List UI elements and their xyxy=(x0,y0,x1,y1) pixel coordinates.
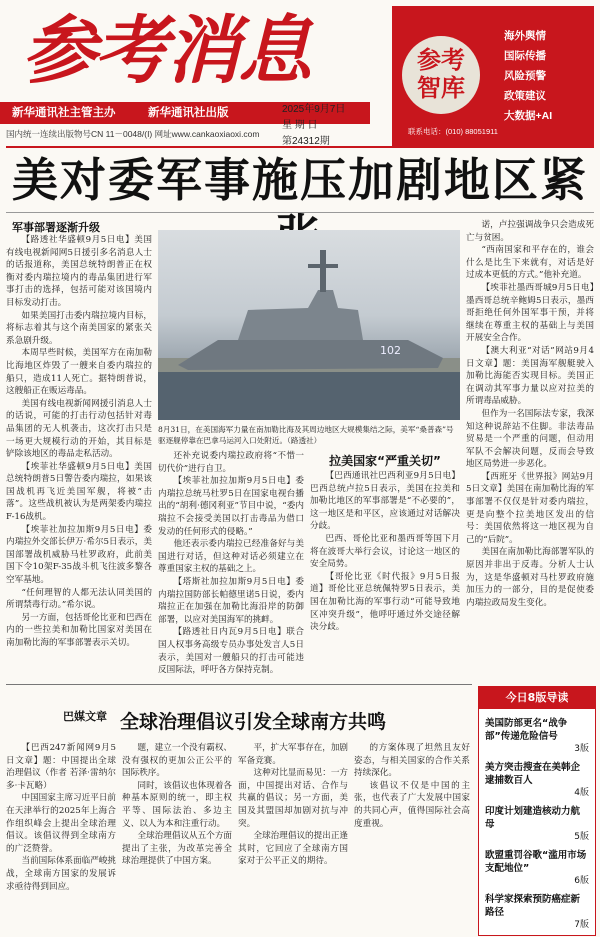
article-subhead: 拉美国家“严重关切” xyxy=(329,454,441,468)
paragraph: 平，扩大军事存在，加剧军备竞赛。 xyxy=(238,743,348,766)
warship-illustration xyxy=(158,230,460,420)
ship-yard xyxy=(308,264,338,268)
water xyxy=(158,370,460,420)
guide-item-title: 美方突击搜查在美韩企逮捕数百人 xyxy=(485,762,581,786)
paragraph: 【路透社日内瓦9月5日电】联合国人权事务高级专员办事处发言人5日表示，美国对一艘船只的打击可能违反国际法，呼吁各方保持克制。 xyxy=(158,627,304,676)
bottom-kicker: 巴媒文章 xyxy=(63,710,107,723)
ship-mast xyxy=(320,250,326,292)
masthead-divider xyxy=(6,146,594,148)
guide-item[interactable] xyxy=(485,893,589,932)
guide-item-title: 美国防部更名“战争部”传递危险信号 xyxy=(485,718,568,742)
paragraph: 诺，卢拉强调战争只会造成死亡与贫困。 xyxy=(466,220,594,243)
paragraph: 中国国家主席习近平日前在天津举行的2025年上海合作组织峰会上提出全球治理倡议。该倡议得到全球南方的广泛赞誉。 xyxy=(6,793,116,854)
section-divider xyxy=(6,684,472,685)
guide-item[interactable] xyxy=(485,849,589,888)
paragraph: 题，建立一个没有霸权、没有强权的更加公正公平的国际秩序。 xyxy=(122,743,232,779)
headline-divider xyxy=(6,212,594,213)
date-block xyxy=(282,102,354,152)
ad-service-item: 海外舆情 xyxy=(504,30,546,42)
paragraph: 【澳大利亚“对话”网站9月4日文章】题：美国海军舰艇驶入加勒比海能否实现目标。美国正在调动其军事力量以应对拉美的所谓毒品威胁。 xyxy=(466,345,594,407)
ad-phone: 联系电话：(010) 88051911 xyxy=(408,127,498,136)
paragraph: 【埃菲社墨西哥城9月5日电】墨西哥总统辛鲍姆5日表示，墨西哥拒绝任何外国军事干预，并将继续在尊重主权的基础上与美国开展安全合作。 xyxy=(466,282,594,344)
main-headline: 美对委军事施压加剧地区紧 xyxy=(12,153,588,207)
paragraph: 【塔斯社加拉加斯9月5日电】委内瑞拉国防部长帕德里诺5日说，委内瑞拉正在加强在加勒比海沿岸的防御部署，以应对美国海军的挑衅。 xyxy=(158,576,304,625)
sponsor-right: 新华通讯社出版 xyxy=(148,107,229,119)
bottom-column-1 xyxy=(6,742,116,932)
guide-item-page: 3版 xyxy=(574,744,589,754)
paragraph: 美国有线电视新闻网援引消息人士的话说，可能的打击行动包括针对毒品集团的无人机袭击，这次打击只是一场更大规模行动的开始，其目标是铲除该地区的毒品走私活动。 xyxy=(6,398,152,460)
ad-service-item: 国际传播 xyxy=(504,50,546,62)
paragraph: 【巴西247新闻网9月5日文章】题：中国提出全球治理倡议（作者 若泽·雷纳尔多·卡瓦略） xyxy=(6,743,116,791)
bottom-headline: 全球治理倡议引发全球南方共鸣 xyxy=(120,711,387,733)
todays-guide xyxy=(478,686,596,936)
sponsor-left: 新华通讯社主管主办 xyxy=(12,107,116,119)
ad-service-item: 政策建议 xyxy=(504,90,546,102)
paragraph: “任何理智的人都无法认同美国的所谓禁毒行动。”希尔说。 xyxy=(6,587,152,611)
ad-service-item: 风险预警 xyxy=(504,70,546,82)
paragraph: 另一方面，包括哥伦比亚和巴西在内的一些拉美和加勒比国家对美国在南加勒比海的军事部署表示关切。 xyxy=(6,612,152,648)
article-column-2 xyxy=(158,450,304,680)
guide-item[interactable] xyxy=(485,717,589,756)
issue-number: 第24312期 xyxy=(282,136,330,147)
article-column-4 xyxy=(466,219,594,680)
newspaper-logo: 参考消息 xyxy=(22,8,310,94)
paragraph: 的方案体现了坦然且友好姿态，与相关国家的合作关系持续深化。 xyxy=(354,743,470,779)
paragraph: 全球治理倡议的提出正逢其时，它回应了全球南方国家对于公平正义的期待。 xyxy=(238,831,348,867)
guide-item-title: 印度计划建造核动力航母 xyxy=(485,806,581,830)
paragraph: 【巴西通讯社巴西利亚9月5日电】巴西总统卢拉5日表示，美国在拉美和加勒比地区的军事部署是“不必要的”，这一地区是和平区，应该通过对话解决分歧。 xyxy=(310,471,460,532)
paragraph: 美国在南加勒比海部署军队的原因并非出于反毒。分析人士认为，这是华盛顿对马杜罗政府施加压力的一部分，目的是促使委内瑞拉政局发生变化。 xyxy=(466,547,594,608)
ad-title: 参考智库 xyxy=(417,46,465,102)
issue-weekday: 星 期 日 xyxy=(282,120,318,131)
ad-service-item: 大数据+AI xyxy=(504,110,553,122)
paragraph: 【西班牙《世界报》网站9月5日文章】美国在南加勒比海的军事部署不仅仅是针对委内瑞拉，更是向整个拉美地区发出的信号：美国依然将这一地区视为自己的“后院”。 xyxy=(466,471,594,545)
paragraph: 【埃菲社加拉加斯9月5日电】委内瑞拉外交部长伊万·希尔5日表示，美国部署战机威胁马杜罗政府，此前美国下令10架F-35战斗机飞往波多黎各空军基地。 xyxy=(6,524,152,586)
guide-item-page: 7版 xyxy=(574,920,589,930)
paragraph: 本周早些时候，美国军方在南加勒比海地区炸毁了一艘来自委内瑞拉的船只，造成11人死亡。据特朗普说，这艘船正在贩运毒品。 xyxy=(6,348,152,397)
paragraph: 【哥伦比亚《时代报》9月5日报道】哥伦比亚总统佩特罗5日表示，美国在加勒比海的军事行动“可能导致地区冲突升级”，他呼吁通过外交途径解决分歧。 xyxy=(310,571,460,633)
guide-item[interactable] xyxy=(485,761,589,800)
bottom-column-3 xyxy=(238,742,348,932)
publication-info: 国内统一连续出版物号CN 11－0048/(I) 网址www.cankaoxiaoxi.com xyxy=(6,129,260,139)
ad-service-list xyxy=(504,26,590,126)
paragraph: “西南国家和平存在的，谁会什么是比生下来就有，对话是好过成本更低的方式。”他补充道。 xyxy=(466,245,594,281)
paragraph: 【路透社华盛顿9月5日电】美国有线电视新闻网5日援引多名消息人士的话报道称，美国总统特朗普正在权衡对委内瑞拉境内的毒品集团进行军事打击的选择，包括可能对该国境内目标发动打击。 xyxy=(6,235,152,308)
paragraph: 他还表示委内瑞拉已经准备好与美国进行对话，但这种对话必须建立在尊重国家主权的基础之上。 xyxy=(158,539,304,575)
bottom-column-2 xyxy=(122,742,232,932)
issue-date: 2025年9月7日 xyxy=(282,104,346,115)
guide-title: 今日8版导读 xyxy=(479,687,595,709)
warship-photo xyxy=(158,230,460,420)
guide-item-title: 科学家探索预防癌症新路径 xyxy=(485,894,581,918)
paragraph: 但作为一名国际法专家，我深知这种说辞站不住脚。非法毒品贸易是一个严重的问题，但动用军队不会解决问题，反而会导致地区局势进一步恶化。 xyxy=(466,408,594,470)
guide-item-page: 4版 xyxy=(574,788,589,798)
guide-item[interactable] xyxy=(485,805,589,844)
guide-item-page: 6版 xyxy=(574,876,589,886)
paragraph: 还补充说委内瑞拉政府将“不惜一切代价”进行自卫。 xyxy=(158,451,304,474)
photo-caption: 8月31日，在美国海军力量在南加勒比海及其周边地区大规模集结之际，美军“桑普森”号驱逐舰停靠在巴拿马运河入口处附近。（路透社） xyxy=(158,425,454,445)
paragraph: 全球治理倡议从五个方面提出了主张，为改革完善全球治理提供了中国方案。 xyxy=(122,831,232,867)
ship-superstructure xyxy=(238,290,363,340)
bottom-column-4 xyxy=(354,742,470,932)
paragraph: 【埃菲社华盛顿9月5日电】美国总统特朗普5日警告委内瑞拉，如果该国战机再飞近美国军舰，将被“击落”。这些战机被认为是两架委内瑞拉F-16战机。 xyxy=(6,461,152,523)
guide-item-title: 欧盟重罚谷歌“滥用市场支配地位” xyxy=(485,850,587,874)
paragraph: 【埃菲社加拉加斯9月5日电】委内瑞拉总统马杜罗5日在国家电视台播出的“胡利·德冈利亚”节目中说，“委内瑞拉不会接受美国以打击毒品为借口发动的任何形式的侵略。” xyxy=(158,476,304,537)
article-kicker: 军事部署逐渐升级 xyxy=(12,221,100,234)
paragraph: 同时，该倡议也体现着各种基本原则的统一，即主权平等、国际法治、多边主义、以人为本和注重行动。 xyxy=(122,780,232,829)
paragraph: 巴西、哥伦比亚和墨西哥等国下月将在波哥大举行会议，讨论这一地区的安全局势。 xyxy=(310,533,460,570)
article-column-1 xyxy=(6,234,152,680)
paragraph: 该倡议不仅是中国的主张，也代表了广大发展中国家的共同心声，值得国际社会高度重视。 xyxy=(354,780,470,829)
think-tank-ad[interactable] xyxy=(392,6,594,146)
guide-item-page: 5版 xyxy=(574,832,589,842)
paragraph: 当前国际体系面临严峻挑战，全球南方国家的发展诉求亟待得到回应。 xyxy=(6,856,116,892)
paragraph: 如果美国打击委内瑞拉境内目标，将标志着其与这个南美国家的紧张关系急剧升级。 xyxy=(6,310,152,346)
hull-number: 102 xyxy=(380,344,401,357)
ship-hull xyxy=(178,340,443,370)
paragraph: 这种对比显而易见：一方面，中国提出对话、合作与共赢的倡议；另一方面，美国及其盟国却加剧对抗与冲突。 xyxy=(238,768,348,829)
article-column-3 xyxy=(310,470,460,680)
